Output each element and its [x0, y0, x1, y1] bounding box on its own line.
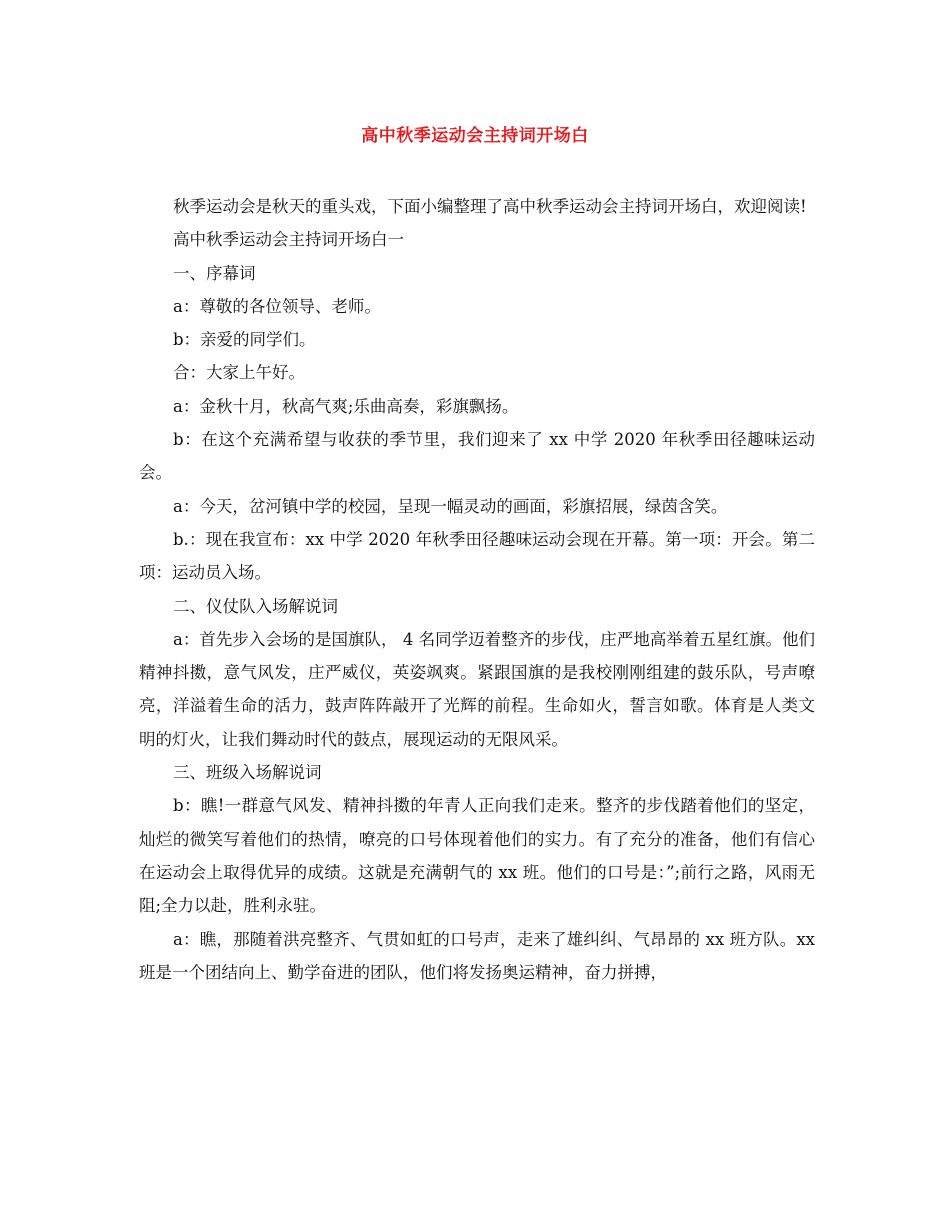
paragraph-line: a：首先步入会场的是国旗队， 4 名同学迈着整齐的步伐，庄严地高举着五星红旗。他们精神抖擞，意气风发，庄严威仪，英姿飒爽。紧跟国旗的是我校刚刚组建的鼓乐队，号声嘹亮，洋溢着生命的活力，鼓声阵阵敲开了光辉的前程。生命如火，誓言如歌。体育是人类文明的灯火，让我们舞动时代的鼓点，展现运动的无限风采。: [139, 629, 815, 749]
paragraph-line: a：今天，岔河镇中学的校园，呈现一幅灵动的画面，彩旗招展，绿茵含笑。: [173, 496, 728, 516]
paragraph-line: b：亲爱的同学们。: [173, 330, 316, 350]
paragraph-line: a：瞧，那随着洪亮整齐、气贯如虹的口号声，走来了雄纠纠、气昂昂的 xx 班方队。xx 班是一个团结向上、勤学奋进的团队，他们将发扬奥运精神，奋力拼搏，: [139, 929, 815, 982]
paragraph-intro: 秋季运动会是秋天的重头戏，下面小编整理了高中秋季运动会主持词开场白，欢迎阅读!: [173, 197, 807, 216]
paragraph-line: a：金秋十月，秋高气爽;乐曲高奏，彩旗飘扬。: [173, 396, 519, 416]
paragraph-line: a：尊敬的各位领导、老师。: [173, 296, 381, 316]
document-body: [139, 190, 815, 989]
paragraph-heading-honor-guard: 二、仪仗队入场解说词: [173, 596, 338, 616]
paragraph-line: 合：大家上午好。: [173, 363, 305, 383]
document-title: 高中秋季运动会主持词开场白: [361, 126, 589, 146]
paragraph-section-heading: 高中秋季运动会主持词开场白一: [173, 230, 404, 250]
paragraph-heading-prologue: 一、序幕词: [173, 263, 256, 283]
paragraph-line: b：在这个充满希望与收获的季节里，我们迎来了 xx 中学 2020 年秋季田径趣味运动会。: [139, 430, 815, 483]
paragraph-line: b.：现在我宣布：xx 中学 2020 年秋季田径趣味运动会现在开幕。第一项：开会。第二项：运动员入场。: [139, 529, 815, 583]
paragraph-line: b：瞧!一群意气风发、精神抖擞的年青人正向我们走来。整齐的步伐踏着他们的坚定，灿烂的微笑写着他们的热情，嘹亮的口号体现着他们的实力。有了充分的准备，他们有信心在运动会上取得优异的成绩。这就是充满朝气的 xx 班。他们的口号是：”;前行之路，风雨无阻;全力以赴，胜利永驻。: [139, 796, 815, 916]
paragraph-heading-class-entry: 三、班级入场解说词: [173, 763, 322, 783]
